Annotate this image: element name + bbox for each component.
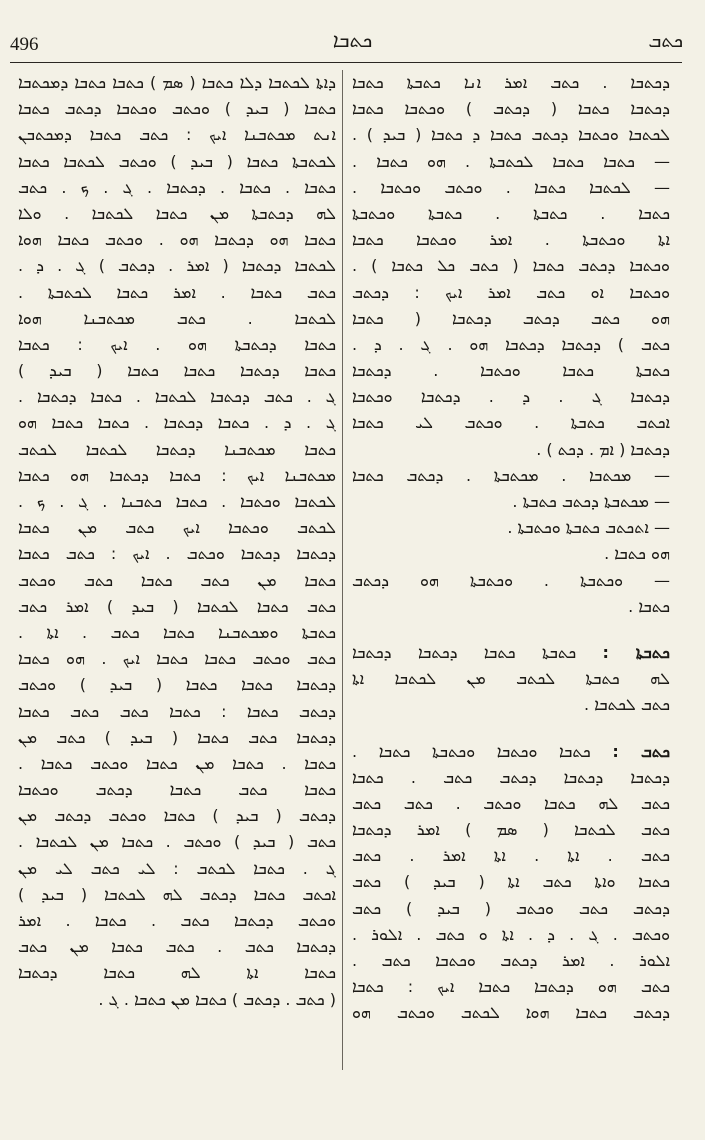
text-line: ܠܟܬܒܐ ܕܟܬܒܐ ( ܐܡܪ . ܕܟܬܒ ) ܓ . ܕ .: [18, 256, 336, 276]
sub-entries: [352, 463, 670, 620]
text-line: ܟܬܒܐ .: [628, 596, 670, 616]
text-line: ܐܢܬ ܡܟܬܒܢܐ ܐܝܟ : ܟܬܒ ܟܬܒܐ ܕܡܟܬܒܢ: [18, 125, 336, 145]
text-line: ܕܟܬܒܐ ܓ . ܕ . ܕܟܬܒܐ ܘܟܬܒܐ: [352, 387, 670, 407]
text-line: ܠܟܬܒܐ . ܟܬܒ ܡܟܬܒܢܐ ܗܘܐ: [18, 308, 336, 328]
text-line: ܕܟܬܒܐ ( ܐܡ . ܕܟܬ ) .: [536, 439, 670, 459]
text-line: ܟܬܒܐ ( ܒܝܕ ) ܘܟܬܒ ܘܟܬܒܐ ܕܟܬܒ ܟܬܒܐ: [18, 99, 336, 119]
text-line: ܕܟܬܒܐ ܟܬܒܐ ܟܬܒܐ ( ܒܝܕ ) ܘܟܬܒ: [18, 675, 336, 695]
text-line: ܐܬܐ ܘܟܬܒܬܐ . ܐܡܪ ܘܟܬܒܐ ܟܬܒܐ: [352, 230, 670, 250]
text-line: ܟܬܒ ( ܒܝܕ ) ܘܟܬܒ . ܟܬܒܐ ܡܢ ܠܟܬܒܐ .: [18, 832, 336, 852]
text-line: ܠܟܬܒܬܐ ܟܬܒܐ ( ܒܝܕ ) ܘܟܬܒ ܠܟܬܒܐ ܟܬܒܐ: [18, 151, 336, 171]
text-line: ܕܟܬܒܐ . ܟܬܒ ܐܡܪ ܐܢܐ ܟܬܒܬܐ ܟܬܒܐ: [352, 73, 670, 92]
entry-headword-line: [352, 739, 670, 765]
text-line: ܘܟܬܒ ܕܟܬܒܐ ܟܬܒ . ܟܬܒܐ . ܐܡܪ: [18, 911, 336, 930]
entry-2: [352, 640, 670, 719]
text-line: ܗܘ ܟܬܒ ܕܟܬܒ ܕܟܬܒܐ ( ܟܬܒܐ: [352, 308, 670, 328]
text-line: ܓ . ܟܬܒ ܕܟܬܒܐ ܠܟܬܒܐ . ܟܬܒܐ ܕܟܬܒܐ .: [18, 387, 336, 407]
text-line: ܕܟܬܒ ܟܬܒܐ ܗܘܐ ܠܟܬܒ ܘܟܬܒ ܗܘ: [352, 1003, 670, 1023]
text-line: ܐܠܘܪ . ܐܡܪ ܕܟܬܒ ܘܟܬܒܐ ܟܬܒ .: [352, 951, 670, 970]
text-line: — ܐܬܟܬܒ ܟܬܒܬܐ ܘܟܬܒܬܐ .: [507, 518, 670, 538]
entry-gap: [352, 719, 670, 739]
entry-gap: [352, 620, 670, 640]
text-line: ܕܟܬܒܐ ܕܟܬܒܐ ܘܟܬܒ . ܐܝܟ : ܟܬܒ ܟܬܒܐ: [18, 544, 336, 564]
text-line: ܐܟܬܒ ܟܬܒܐ ܕܟܬܒ ܠܗ ܠܟܬܒܐ ( ܒܝܕ ): [18, 884, 336, 904]
text-line: ܟܬܒܬܐ ܟܬܒܐ ܘܟܬܒܐ . ܕܟܬܒܐ: [352, 361, 670, 381]
text-line: ܟܬܒܐ ܕܟܬܒܐ ܟܬܒܐ ܟܬܒܐ ( ܒܝܕ ): [18, 361, 336, 381]
text-line: ܟܬܒܐ . ܟܬܒܐ ܡܢ ܟܬܒܐ ܘܟܬܒ ܟܬܒܐ .: [18, 753, 336, 773]
entry-text: ܟܬܒܬܐ ܟܬܒܐ ܕܟܬܒܐ ܕܟܬܒܐ: [352, 642, 577, 662]
text-line: ܟܬܒܬܐ ܘܡܟܬܒܢܐ ܟܬܒܐ ܟܬܒ . ܐܬܐ .: [18, 622, 336, 642]
text-line: ܟܬܒܐ ܐܬܐ ܠܗ ܟܬܒܐ ܕܟܬܒܐ: [18, 963, 336, 983]
text-line: ܘܟܬܒ . ܓ . ܕ . ܐܬܐ ܘ ܟܬܒ . ܐܠܘܪ .: [352, 924, 670, 944]
text-line: ܟܬܒܐ ܘܐܬܐ ܟܬܒ ܐܬܐ ( ܒܝܕ ) ܟܬܒ: [352, 872, 670, 892]
entry-3: [352, 739, 670, 1027]
text-line: ܓ . ܟܬܒܐ ܠܟܬܒ : ܠܝ ܟܬܒ ܠܝ ܡܢ: [18, 858, 336, 878]
text-line: ܐܟܬܒ ܟܬܒܬܐ . ܘܟܬܒ ܠܝ ܟܬܒܐ: [352, 413, 670, 433]
text-line: ܟܬܒ ܗܘ ܕܟܬܒܐ ܟܬܒܐ ܐܝܟ : ܟܬܒܐ: [352, 977, 670, 997]
text-line: ܟܬܒ ܠܟܬܒܐ ( ܣܡ ) ܐܡܪ ܕܟܬܒܐ: [352, 820, 670, 840]
text-line: ܟܬܒܐ ܡܟܬܒܢܐ ܕܟܬܒܐ ܠܟܬܒܐ ܠܟܬܒ: [18, 439, 336, 459]
text-line: ܡܟܬܒܢܐ ܐܝܟ : ܟܬܒܐ ܕܟܬܒܐ ܗܘ ܟܬܒܐ: [18, 465, 336, 485]
right-column: [352, 70, 670, 1027]
text-line: ( ܟܬܒ . ܕܟܬܒ ) ܟܬܒܐ ܡܢ ܟܬܒܐ . ܓ .: [98, 989, 336, 1009]
header-rule: [10, 62, 682, 63]
entry-headword-line: [352, 640, 670, 666]
text-line: ܠܗ ܕܟܬܒܬܐ ܡܢ ܟܬܒܐ ܠܟܬܒܐ . ܘܠܐ: [18, 203, 336, 223]
column-divider: [342, 70, 343, 1070]
text-line: ܕܟܬܒܐ ܟܬܒܐ ( ܕܟܬܒ ) ܘܟܬܒܐ ܟܬܒܐ: [352, 99, 670, 119]
text-line: — ܡܟܬܒܬܐ ܕܟܬܒ ܟܬܒܬܐ .: [512, 492, 670, 511]
text-line: ܘܟܬܒܐ ܕܟܬܒ ܟܬܒܐ ( ܟܬܒ ܟܠ ܟܬܒܐ ) .: [352, 256, 670, 276]
text-line: ܠܟܬܒܐ ܘܟܬܒܐ . ܟܬܒܐ ܟܬܒܢܐ . ܓ . ܟ .: [18, 492, 336, 511]
entry-text: ܟܬܒܐ ܘܟܬܒܐ ܘܟܬܒܬܐ ܟܬܒܐ .: [352, 741, 591, 761]
text-line: ܟܬܒ . ܐܬܐ . ܐܬܐ ܐܡܪ . ܟܬܒ: [352, 846, 670, 866]
text-line: ܟܬܒ ܠܗ ܟܬܒܐ ܘܟܬܒ . ܟܬܒ ܟܬܒ: [352, 793, 670, 813]
text-line: ܕܟܬܒ ( ܒܝܕ ) ܟܬܒܐ ܘܟܬܒ ܕܟܬܒ ܡܢ: [18, 806, 336, 826]
text-line: ܗܘ ܟܬܒܐ .: [604, 544, 670, 564]
text-line: ܟܬܒ ܟܬܒܐ . ܐܡܪ ܟܬܒܐ ܠܟܬܒܬܐ .: [18, 282, 336, 302]
text-line: — ܟܬܒܐ ܟܬܒܐ ܠܟܬܒܬܐ . ܗܘ ܟܬܒܐ .: [352, 151, 670, 171]
catchword: ܟܬܒ: [648, 30, 683, 52]
text-line: ܟܬܒ ܟܬܒܐ ܠܟܬܒܐ ( ܒܝܕ ) ܐܡܪ ܟܬܒ: [18, 596, 336, 616]
text-line: ܕܟܬܒ ܟܬܒ ܘܟܬܒ ( ܒܝܕ ) ܟܬܒ: [352, 898, 670, 918]
text-line: — ܡܟܬܒܐ . ܡܟܬܒܬܐ . ܕܟܬܒ ܟܬܒܐ: [352, 465, 670, 485]
entry-line: ܠܗ ܟܬܒܬܐ ܠܟܬܒ ܡܢ ܠܟܬܒܐ ܐܬܐ: [352, 669, 670, 689]
left-column: [18, 70, 336, 1013]
text-line: ܟܬܒܐ ܗܘ ܕܟܬܒܐ ܗܘ . ܘܟܬܒ ܟܬܒܐ ܗܘܐ: [18, 230, 336, 250]
text-line: ܕܟܬܒܐ ܟܬܒ . ܟܬܒ ܟܬܒܐ ܡܢ ܟܬܒ: [18, 937, 336, 957]
text-line: ܠܟܬܒܐ ܘܟܬܒܐ ܕܟܬܒ ܟܬܒܐ ܕ ܟܬܒܐ ( ܒܝܕ ) .: [352, 125, 670, 145]
text-line: — ܘܟܬܒܬܐ . ܘܟܬܒܬܐ ܗܘ ܕܟܬܒ: [352, 570, 670, 590]
entry-line: ܟܬܒ ܠܟܬܒܐ .: [584, 695, 670, 715]
entry-headword: ܟܬܒ :: [612, 741, 670, 761]
text-line: — ܠܟܬܒܐ ܟܬܒܐ . ܘܟܬܒ ܘܟܬܒܐ .: [352, 177, 670, 197]
text-line: ܟܬܒܐ ܟܬܒ ܟܬܒܐ ܕܟܬܒ ܘܟܬܒܐ: [18, 780, 336, 800]
text-line: ܕܐܬܐ ܠܟܬܒܐ ܕܠܐ ܟܬܒܐ ( ܣܡ ) ܟܬܒܐ ܟܬܒܐ ܕܡܟܬܒܐ: [18, 73, 336, 92]
text-line: ܘܟܬܒܐ ܐܘ ܟܬܒ ܐܡܪ ܐܝܟ : ܕܟܬܒ: [352, 282, 670, 302]
text-line: ܠܟܬܒ ܘܟܬܒܐ ܐܝܟ ܟܬܒ ܡܢ ܟܬܒܐ: [18, 518, 336, 538]
entry-headword: ܟܬܒܬܐ :: [602, 642, 670, 662]
text-line: ܟܬܒܐ ܕܟܬܒܬܐ ܗܘ . ܐܝܟ : ܟܬܒܐ: [18, 334, 336, 354]
text-line: ܕܟܬܒܐ ܕܟܬܒܐ ܕܟܬܒ ܟܬܒ . ܟܬܒܐ: [352, 767, 670, 787]
text-line: ܓ . ܕ . ܟܬܒܐ ܕܟܬܒܐ . ܟܬܒܐ ܟܬܒܐ ܗܘ: [18, 413, 336, 433]
page-number: 496: [10, 34, 39, 55]
text-line: ܕܟܬܒܐ ܟܬܒ ܟܬܒܐ ( ܒܝܕ ) ܟܬܒ ܡܢ: [18, 727, 336, 747]
text-line: ܟܬܒܐ . ܟܬܒܬܐ . ܟܬܒܬܐ ܘܟܬܒܬܐ: [352, 203, 670, 223]
text-line: ܟܬܒ ܘܟܬܒ ܟܬܒܐ ܟܬܒܐ ܐܝܟ . ܗܘ ܟܬܒܐ: [18, 649, 336, 669]
text-line: ܕܟܬܒ ܟܬܒܐ : ܟܬܒܐ ܟܬܒ ܟܬܒ ܟܬܒܐ: [18, 701, 336, 721]
entry-continuation: [352, 70, 670, 463]
text-line: ܟܬܒܐ ܡܢ ܟܬܒ ܟܬܒܐ ܟܬܒ ܘܟܬܒ: [18, 570, 336, 590]
text-line: ܟܬܒ ) ܕܟܬܒܐ ܕܟܬܒܐ ܗܘ . ܓ . ܕ .: [352, 334, 670, 354]
running-title: ܟܬܒܐ: [332, 28, 373, 52]
text-line: ܟܬܒܐ . ܟܬܒܐ . ܕܟܬܒܐ . ܓ . ܟ . ܟܬܒ: [18, 177, 336, 197]
